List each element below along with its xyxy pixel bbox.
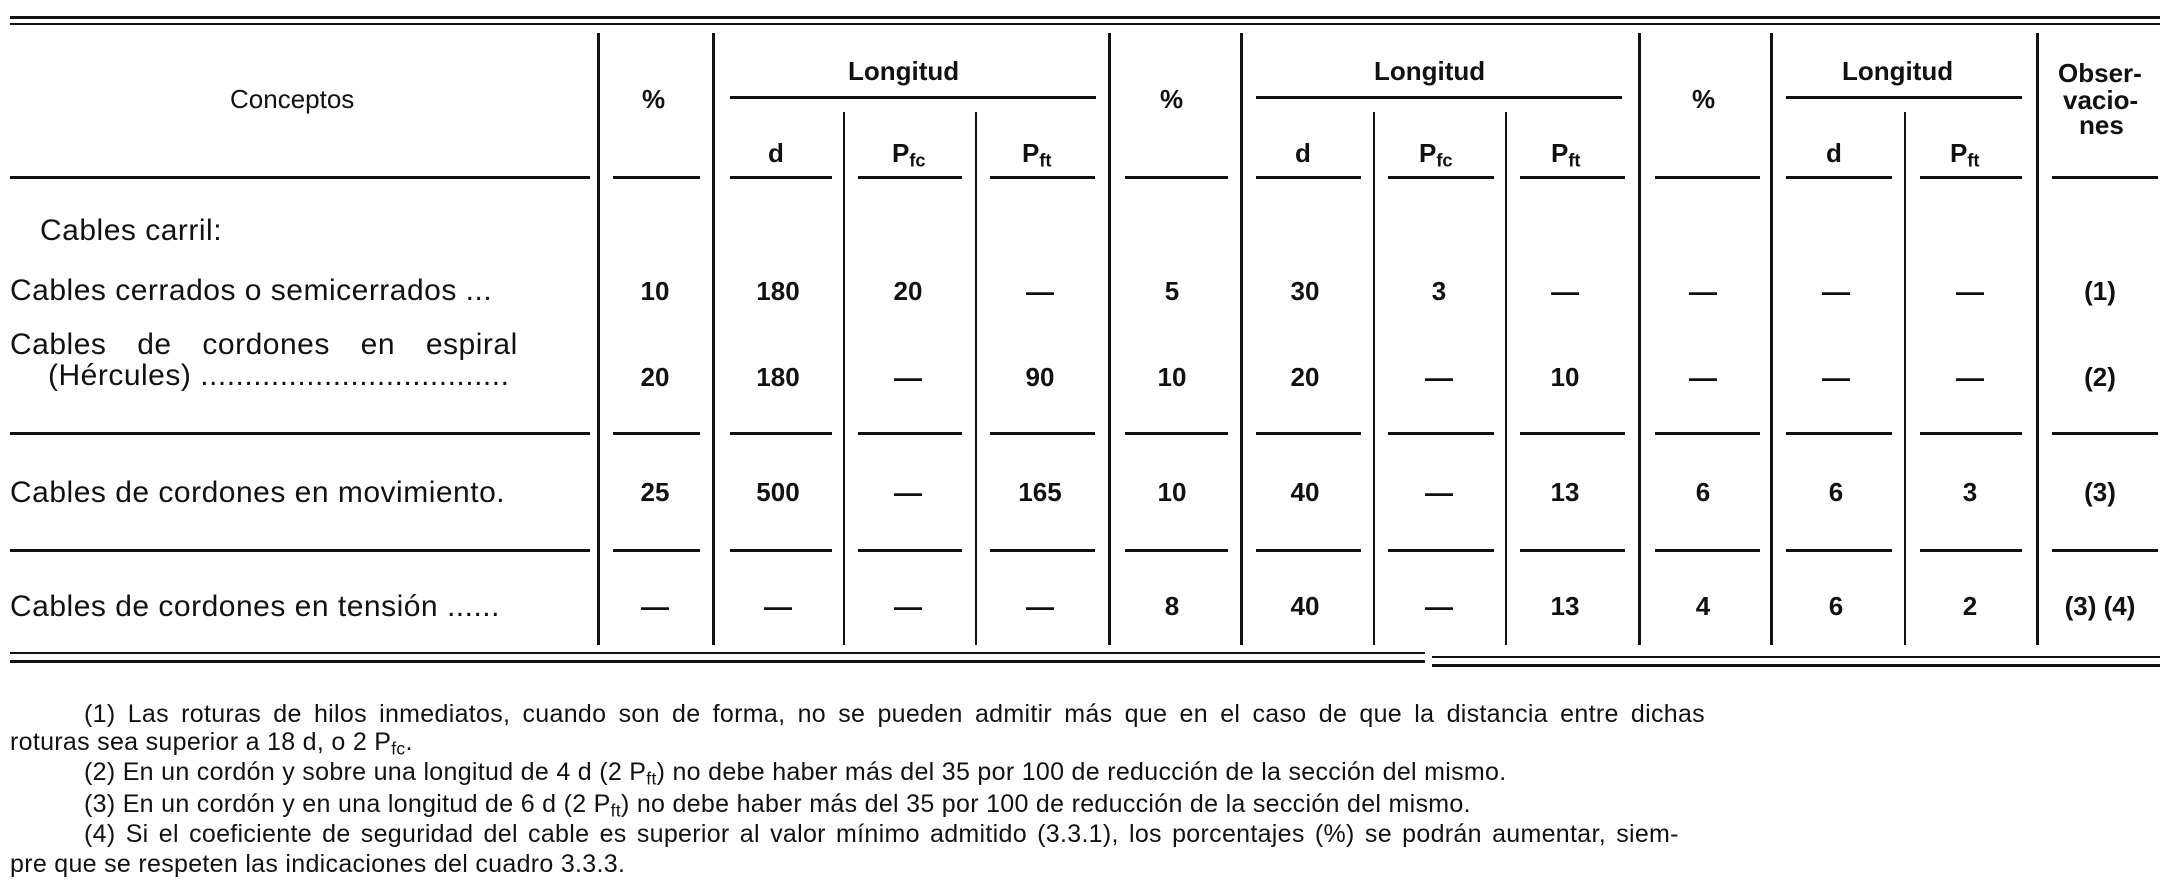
col-separator (1770, 33, 1773, 645)
top-rule (10, 16, 2160, 19)
table-cell: 13 (1550, 591, 1580, 621)
row-separator-segment (613, 549, 700, 552)
subcol-separator (843, 112, 845, 645)
table-cell: — (1956, 362, 1984, 393)
subheader-d-1: d (768, 138, 784, 168)
note-3: (3) En un cordón y en una longitud de 6 d (2 $P_{ft}$) no debe haber más del 35 por 100 de reducción de la sección del mismo. (84, 790, 1471, 821)
table-cell: 10 (640, 276, 670, 306)
table-cell: — (1425, 362, 1453, 393)
header-underline-segment (2052, 176, 2158, 179)
note-1b: roturas sea superior a 18 d, o 2 $P_{fc}$. (10, 728, 413, 759)
row-separator-segment (730, 549, 832, 552)
table-cell: 6 (1828, 591, 1844, 621)
table-cell: — (1956, 276, 1984, 307)
subcol-separator (975, 112, 977, 645)
table-cell: — (1026, 276, 1054, 307)
row-separator-segment (1388, 549, 1494, 552)
row-separator-segment (1920, 549, 2022, 552)
bottom-rule (1432, 664, 2160, 667)
table-cell: 20 (1290, 362, 1320, 392)
table-cell: 25 (640, 477, 670, 507)
col-separator (597, 33, 600, 645)
table-cell: 6 (1828, 477, 1844, 507)
longitud-underline (1256, 96, 1622, 99)
header-underline-segment (1655, 176, 1760, 179)
row-separator-segment (1920, 432, 2022, 435)
section-title: Cables carril: (40, 214, 223, 247)
table-cell: 180 (756, 276, 800, 306)
note-4b: pre que se respeten las indicaciones del cuadro 3.3.3. (10, 850, 626, 878)
col-separator (1240, 33, 1243, 645)
table-cell: 4 (1695, 591, 1711, 621)
row-separator-segment (2052, 549, 2158, 552)
row-separator-segment (1256, 432, 1361, 435)
subheader-pfc-1: $P_{fc}$ (892, 138, 926, 171)
header-pct-1: % (642, 84, 666, 114)
row-separator-segment (1655, 549, 1760, 552)
subheader-d-2: d (1295, 138, 1311, 168)
table-cell: — (764, 591, 792, 622)
header-underline-segment (1388, 176, 1494, 179)
table-cell: 20 (893, 276, 923, 306)
header-underline-segment (1256, 176, 1361, 179)
table-cell: 3 (1431, 276, 1447, 306)
table-cell: — (1822, 276, 1850, 307)
table-cell: 10 (1550, 362, 1580, 392)
table-cell: 165 (1018, 477, 1062, 507)
row-label-2a: Cables de cordones en espiral (10, 328, 518, 361)
table-cell: — (1689, 362, 1717, 393)
subheader-pft-1: $P_{ft}$ (1022, 138, 1052, 171)
row-separator-segment (1655, 432, 1760, 435)
subheader-pfc-2: $P_{fc}$ (1419, 138, 1453, 171)
header-underline-segment (1786, 176, 1892, 179)
header-underline-segment (1520, 176, 1625, 179)
header-longitud-3: Longitud (1842, 56, 1954, 86)
row-separator-segment (1388, 432, 1494, 435)
table-cell: — (1689, 276, 1717, 307)
bottom-rule (10, 652, 1425, 654)
table-cell: 10 (1157, 362, 1187, 392)
row-label-3: Cables de cordones en movimiento. (10, 476, 506, 509)
row-separator-segment (1256, 549, 1361, 552)
header-underline-segment (990, 176, 1095, 179)
header-observaciones-3: nes (2079, 110, 2124, 140)
table-cell: — (1425, 591, 1453, 622)
subheader-pft-2: $P_{ft}$ (1551, 138, 1581, 171)
header-pct-3: % (1692, 84, 1716, 114)
header-pct-2: % (1160, 84, 1184, 114)
row-label-4: Cables de cordones en tensión ...... (10, 590, 500, 623)
row-separator-segment (10, 432, 590, 435)
row-separator-segment (1520, 549, 1625, 552)
table-cell: — (1026, 591, 1054, 622)
row-separator-segment (730, 432, 832, 435)
row-label-1: Cables cerrados o semicerrados ... (10, 274, 493, 307)
col-separator (1108, 33, 1111, 645)
longitud-underline (1786, 96, 2022, 99)
table-cell: 40 (1290, 591, 1320, 621)
table-cell: — (894, 477, 922, 508)
table-cell-obs: (2) (2084, 362, 2116, 392)
note-1a: (1) Las roturas de hilos inmediatos, cuando son de forma, no se pueden admitir más que en el caso de que la distancia entre dichas (84, 700, 1705, 728)
table-cell: 3 (1962, 477, 1978, 507)
row-separator-segment (1125, 549, 1228, 552)
row-separator-segment (613, 432, 700, 435)
subheader-pft-3: $P_{ft}$ (1950, 138, 1980, 171)
table-cell-obs: (3) (4) (2064, 591, 2136, 621)
table-cell: 13 (1550, 477, 1580, 507)
table-cell: — (894, 362, 922, 393)
row-separator-segment (990, 549, 1095, 552)
table-cell: 90 (1025, 362, 1055, 392)
subcol-separator (1505, 112, 1507, 645)
col-separator (712, 33, 715, 645)
table-cell: 40 (1290, 477, 1320, 507)
table-cell: 180 (756, 362, 800, 392)
row-separator-segment (1786, 432, 1892, 435)
header-longitud-2: Longitud (1374, 56, 1486, 86)
longitud-underline (730, 96, 1096, 99)
row-separator-segment (858, 432, 962, 435)
subheader-d-3: d (1826, 138, 1842, 168)
table-cell: — (1425, 477, 1453, 508)
table-cell: — (1822, 362, 1850, 393)
table-cell-obs: (1) (2084, 276, 2116, 306)
header-underline-segment (613, 176, 700, 179)
table-cell-obs: (3) (2084, 477, 2116, 507)
table-cell: — (641, 591, 669, 622)
bottom-rule (10, 660, 1425, 663)
table-cell: 8 (1164, 591, 1180, 621)
subcol-separator (1373, 112, 1375, 645)
table-cell: — (894, 591, 922, 622)
row-separator-segment (1125, 432, 1228, 435)
header-underline-segment (858, 176, 962, 179)
table-cell: 6 (1695, 477, 1711, 507)
top-rule-2 (10, 23, 2160, 25)
table-cell: 500 (756, 477, 800, 507)
row-separator-segment (1520, 432, 1625, 435)
col-separator (1638, 33, 1641, 645)
header-underline-segment (1920, 176, 2022, 179)
header-underline-segment (730, 176, 832, 179)
header-underline-segment (10, 176, 590, 179)
header-conceptos: Conceptos (230, 84, 355, 114)
table-cell: 5 (1164, 276, 1180, 306)
row-separator-segment (10, 549, 590, 552)
table-cell: 20 (640, 362, 670, 392)
note-4a: (4) Si el coeficiente de seguridad del cable es superior al valor mínimo admitido (3.3.1), los porcentajes (%) se podrán aumentar, siem- (84, 820, 1679, 848)
row-separator-segment (858, 549, 962, 552)
col-separator (2036, 33, 2039, 645)
bottom-rule (1432, 656, 2160, 658)
row-separator-segment (990, 432, 1095, 435)
header-underline-segment (1125, 176, 1228, 179)
header-longitud-1: Longitud (848, 56, 960, 86)
header-observaciones-1: Obser- (2058, 58, 2142, 88)
table-cell: 30 (1290, 276, 1320, 306)
subcol-separator (1904, 112, 1906, 645)
table-cell: 10 (1157, 477, 1187, 507)
table-cell: — (1551, 276, 1579, 307)
table-cell: 2 (1962, 591, 1978, 621)
header-observaciones-2: vacio- (2063, 85, 2139, 115)
row-separator-segment (2052, 432, 2158, 435)
row-label-2b: (Hércules) ................................... (48, 359, 510, 392)
row-separator-segment (1786, 549, 1892, 552)
note-2: (2) En un cordón y sobre una longitud de 4 d (2 $P_{ft}$) no debe haber más del 35 por 100 de reducción de la sección del mismo. (84, 758, 1507, 789)
